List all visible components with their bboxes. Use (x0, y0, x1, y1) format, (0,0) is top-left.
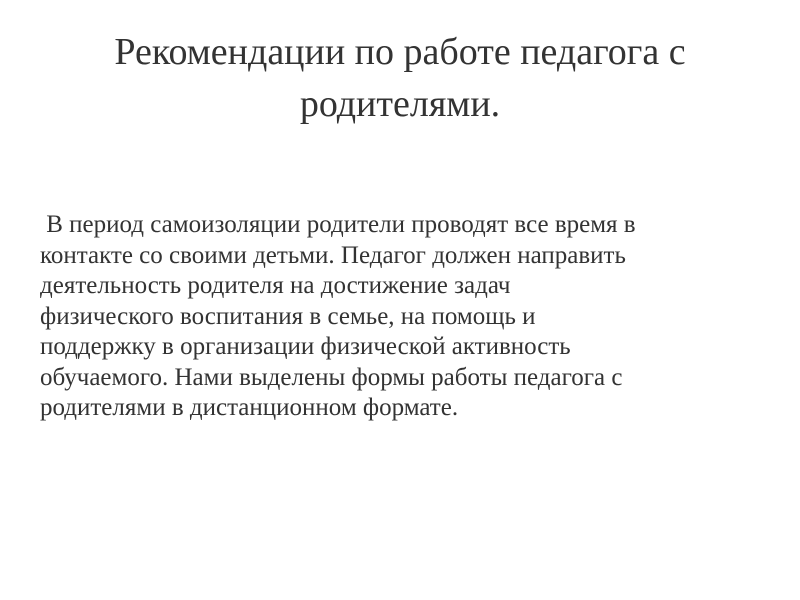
slide-title-line-2: родителями. (299, 83, 501, 125)
slide-title (20, 26, 780, 130)
body-line-7: родителями в дистанционном формате. (40, 394, 459, 421)
slide-body-text (40, 210, 780, 424)
body-line-5: поддержку в организации физической активность (40, 333, 571, 360)
body-line-2: контакте со своими детьми. Педагог должен направить (40, 241, 626, 269)
body-line-4: физического воспитания в семье, на помощь и (40, 302, 536, 330)
body-line-3: деятельность родителя на достижение задач (40, 272, 511, 299)
slide-title-line-1: Рекомендации по работе педагога с (114, 31, 686, 73)
body-line-6: обучаемого. Нами выделены формы работы педагога с (40, 363, 623, 391)
body-line-1: В период самоизоляции родители проводят все время в (40, 211, 636, 238)
